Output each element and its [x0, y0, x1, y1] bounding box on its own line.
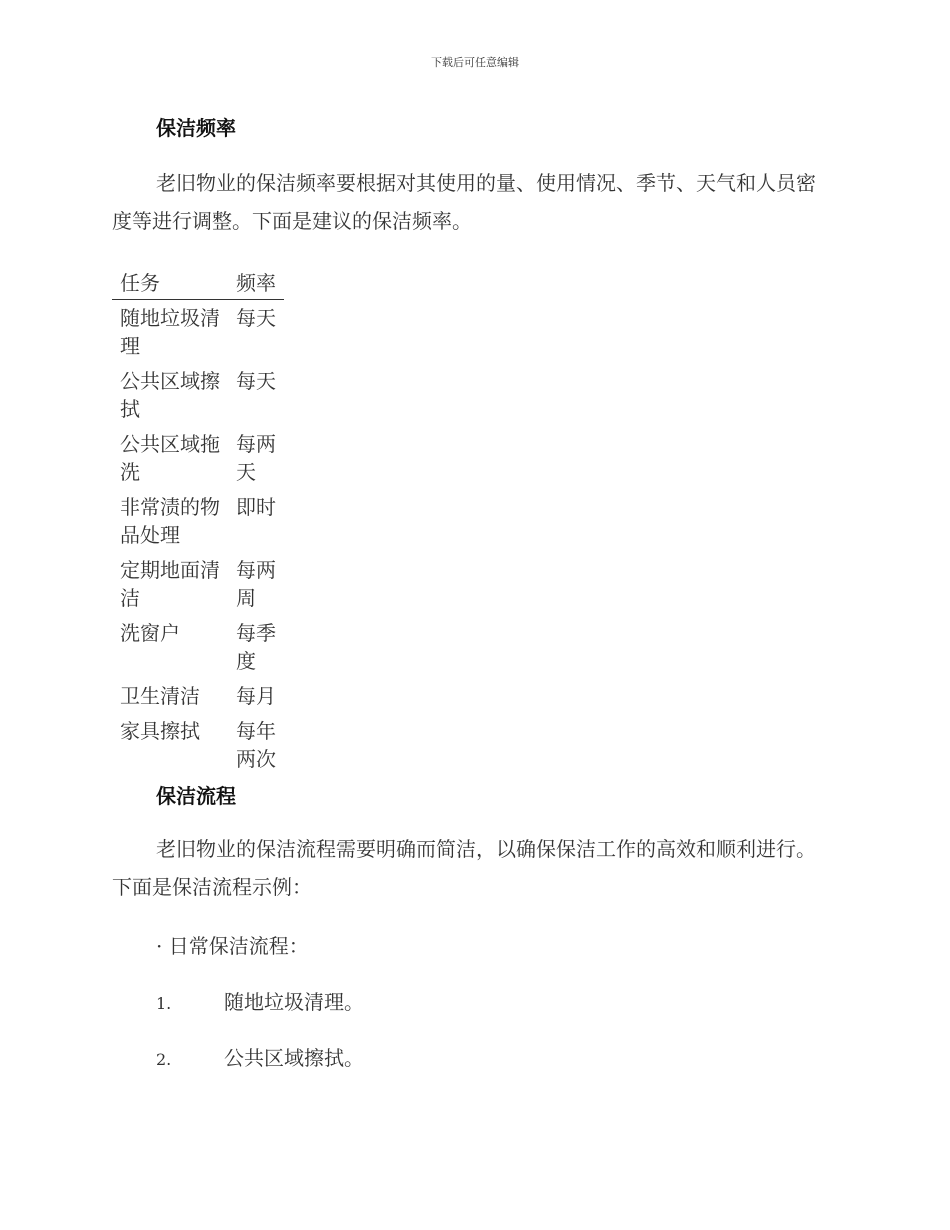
frequency-cell: 即时 — [236, 495, 276, 519]
section-heading-process: 保洁流程 — [156, 784, 236, 808]
frequency-cell: 每两天 — [236, 432, 276, 484]
column-header-frequency: 频率 — [228, 264, 284, 300]
list-item — [156, 1042, 364, 1071]
task-cell: 公共区域拖洗 — [120, 432, 220, 484]
column-header-task: 任务 — [112, 264, 228, 300]
task-cell: 家具擦拭 — [120, 719, 200, 743]
task-cell: 洗窗户 — [120, 621, 180, 645]
frequency-paragraph-text: 老旧物业的保洁频率要根据对其使用的量、使用情况、季节、天气和人员密度等进行调整。下面是建议的保洁频率。 — [112, 171, 816, 233]
section-heading-frequency: 保洁频率 — [156, 116, 236, 140]
list-item-number: 2. — [156, 1050, 172, 1069]
process-paragraph-text: 老旧物业的保洁流程需要明确而简洁，以确保保洁工作的高效和顺利进行。下面是保洁流程示例： — [112, 837, 816, 899]
table-row — [112, 678, 284, 713]
table-header-row — [112, 264, 284, 300]
frequency-cell: 每年两次 — [236, 719, 276, 771]
task-cell: 随地垃圾清理 — [120, 306, 220, 358]
frequency-cell: 每天 — [236, 369, 276, 393]
bullet-item: · 日常保洁流程： — [156, 934, 309, 958]
task-cell: 卫生清洁 — [120, 684, 200, 708]
list-item-text: 随地垃圾清理。 — [224, 990, 364, 1014]
process-paragraph — [112, 830, 832, 906]
table-row — [112, 552, 284, 615]
frequency-cell: 每季度 — [236, 621, 276, 673]
table-row — [112, 489, 284, 552]
list-item — [156, 986, 364, 1015]
frequency-cell: 每两周 — [236, 558, 276, 610]
task-cell: 公共区域擦拭 — [120, 369, 220, 421]
table-row — [112, 426, 284, 489]
frequency-cell: 每月 — [236, 684, 276, 708]
frequency-table — [112, 264, 284, 776]
task-cell: 非常渍的物品处理 — [120, 495, 220, 547]
table-row — [112, 300, 284, 364]
table-row — [112, 363, 284, 426]
page-header: 下载后可任意编辑 — [431, 56, 519, 69]
frequency-cell: 每天 — [236, 306, 276, 330]
frequency-paragraph — [112, 164, 832, 240]
table-row — [112, 713, 284, 776]
table-row — [112, 615, 284, 678]
list-item-number: 1. — [156, 994, 172, 1013]
list-item-text: 公共区域擦拭。 — [224, 1046, 364, 1070]
task-cell: 定期地面清洁 — [120, 558, 220, 610]
